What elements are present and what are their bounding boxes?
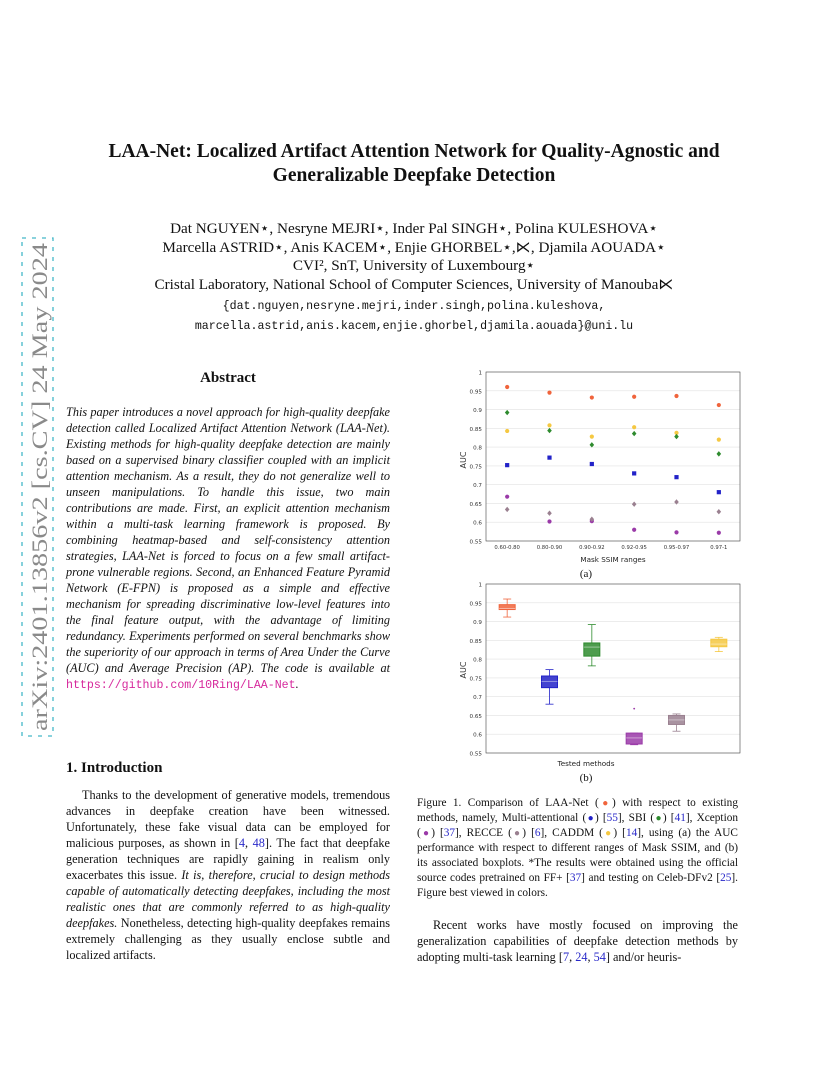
box-body xyxy=(542,676,558,688)
data-point xyxy=(717,438,721,442)
y-tick-label: 0.75 xyxy=(469,676,482,683)
x-tick-label: 0.90-0.92 xyxy=(579,545,605,551)
citation-link[interactable]: 55 xyxy=(606,812,618,824)
data-point xyxy=(505,495,509,499)
figure-1a-sublabel: (a) xyxy=(579,568,593,580)
data-point xyxy=(717,403,721,407)
caption-text: ], SBI ( xyxy=(617,812,655,824)
y-tick-label: 1 xyxy=(478,370,482,377)
y-tick-label: 1 xyxy=(478,582,482,589)
citation-link[interactable]: 37 xyxy=(443,827,456,839)
code-link[interactable]: https://github.com/10Ring/LAA-Net xyxy=(66,679,296,692)
x-tick-label: 0.80-0.90 xyxy=(536,545,563,551)
figure-1a-y-ticks xyxy=(470,371,483,546)
affiliation-line-2: Cristal Laboratory, National School of Computer Sciences, University of Manouba⋉ xyxy=(154,276,674,294)
y-tick-label: 0.65 xyxy=(469,713,482,720)
figure-1b-sublabel: (b) xyxy=(579,772,593,784)
intro-text-c: Nonetheless, detecting high-quality deepfakes remains extremely challenging as they usually enclose subtle and localized artifacts. xyxy=(66,916,390,962)
section-heading-introduction: 1. Introduction xyxy=(66,760,163,776)
y-tick-label: 0.85 xyxy=(469,638,482,645)
y-tick-label: 0.6 xyxy=(473,732,482,739)
figure-1b-frame xyxy=(486,584,740,753)
author-block xyxy=(60,220,768,295)
recent-works-paragraph: Recent works have mostly focused on improving the generalization capabilities of deepfake detection methods by adopting multi-task learning [7, 24, 54] and/or heuris- xyxy=(417,918,738,964)
data-point xyxy=(632,395,636,399)
data-point xyxy=(717,490,721,494)
x-tick-label: 0.92-0.95 xyxy=(621,545,647,551)
box-body xyxy=(584,643,600,656)
figure-1a-scatter-chart xyxy=(448,368,748,570)
multi-attentional-marker-icon: ● xyxy=(586,813,595,824)
y-tick-label: 0.75 xyxy=(469,464,482,471)
sbi-marker-icon: ● xyxy=(654,813,663,824)
caption-text: ], RECCE ( xyxy=(455,827,512,839)
data-point xyxy=(505,429,509,433)
citation-link[interactable]: 25 xyxy=(720,872,732,884)
figure-1-caption: Figure 1. Comparison of LAA-Net (●) with respect to existing methods, namely, Multi-attentional (●) [55], SBI (●) [41], Xception (●) [37], RECCE (●) [6], CADDM (●) [14], using (a) the AUC performance with respect to different ranges of Mask SSIM, and (b) its associated boxplots. *The results were obtained using the official source codes pretrained on FF+ [37] and testing on Celeb-DFv2 [25]. Figure best viewed in colors. xyxy=(417,797,739,899)
figure-1a-x-axis-label: Mask SSIM ranges xyxy=(580,555,646,564)
data-point xyxy=(547,428,552,433)
box-outlier xyxy=(633,708,635,710)
abstract-body: This paper introduces a novel approach for high-quality deepfake detection called Localized Artifact Attention Network (LAA-Net). Existing methods for high-quality deepfake detection are mainly based on a supervised binary classifier coupled with an implicit attention mechanism. As a result, they do not generalize well to unseen manipulations. To handle this issue, two main contributions are made. First, an explicit attention mechanism within a multi-task learning framework is proposed. By combining heatmap-based and self-consistency attention strategies, LAA-Net is forced to focus on a few small artifact-prone vulnerable regions. Second, an Enhanced Feature Pyramid Network (E-FPN) is proposed as a simple and effective mechanism for spreading discriminative low-level features into the final feature output, with the advantage of limiting redundancy. Experiments performed on several benchmarks show the superiority of our approach in terms of Area Under the Curve (AUC) and Average Precision (AP). The code is available at https://github.com/10Ring/LAA-Net. xyxy=(66,405,390,692)
caddm-marker-icon: ● xyxy=(602,828,614,839)
data-point xyxy=(632,528,636,532)
y-tick-label: 0.9 xyxy=(473,620,482,627)
data-point xyxy=(505,463,509,467)
y-tick-label: 0.85 xyxy=(469,426,482,433)
citation-link[interactable]: 24 xyxy=(575,950,588,964)
abstract-text: This paper introduces a novel approach for high-quality deepfake detection called Localized Artifact Attention Network (LAA-Net). Existing methods for high-quality deepfake detection are mainly based on a supervised binary classifier coupled with an implicit attention mechanism. As a result, they do not generalize well to unseen manipulations. To handle this issue, two main contributions are made. First, an explicit attention mechanism within a multi-task learning framework is proposed. By combining heatmap-based and self-consistency attention strategies, LAA-Net is forced to focus on a few small artifact-prone vulnerable regions. Second, an Enhanced Feature Pyramid Network (E-FPN) is proposed as a simple and effective mechanism for spreading discriminative low-level features into the final feature output, with the advantage of limiting redundancy. Experiments performed on several benchmarks show the superiority of our approach in terms of Area Under the Curve (AUC) and Average Precision (AP). The code is available at xyxy=(66,405,390,675)
citation-link[interactable]: 48 xyxy=(252,836,265,850)
y-tick-label: 0.7 xyxy=(473,483,482,490)
arxiv-id-text: arXiv:2401.13856v2 [cs.CV] 24 May 2024 xyxy=(27,350,52,731)
authors-line-2: Marcella ASTRID⋆, Anis KACEM⋆, Enjie GHORBEL⋆,⋉, Djamila AOUADA⋆ xyxy=(162,238,666,256)
data-point xyxy=(590,395,594,399)
y-tick-label: 0.8 xyxy=(473,445,482,452)
data-point xyxy=(717,451,722,456)
citation-link[interactable]: 14 xyxy=(625,827,638,839)
data-point xyxy=(632,431,637,436)
caption-text: ) with respect to existing methods, namely, Multi-attentional ( xyxy=(417,797,738,824)
figure-1b-x-axis-label: Tested methods xyxy=(557,759,615,768)
citation-link[interactable]: 7 xyxy=(562,950,570,964)
y-tick-label: 0.95 xyxy=(469,389,482,396)
y-tick-label: 0.55 xyxy=(469,539,482,546)
data-point xyxy=(674,530,678,534)
right-column-body xyxy=(417,917,738,965)
caption-text: ], Xception ( xyxy=(417,812,739,839)
caption-text: ]. Figure best viewed in colors. xyxy=(417,872,738,899)
data-point xyxy=(674,394,678,398)
figure-1b-gridlines xyxy=(486,584,740,753)
figure-1b-y-ticks xyxy=(470,583,483,758)
data-point xyxy=(674,499,679,504)
data-point xyxy=(505,410,510,415)
citation-link[interactable]: 4 xyxy=(238,836,245,850)
caption-text: Figure 1. Comparison of LAA-Net ( xyxy=(417,797,599,809)
intro-italic-text: It is, therefore, crucial to design methods capable of automatically detecting deepfakes, including the most realistic ones that are commonly referred to as high-quality deepfakes. xyxy=(66,868,391,930)
data-point xyxy=(717,531,721,535)
authors-line-1: Dat NGUYEN⋆, Nesryne MEJRI⋆, Inder Pal SINGH⋆, Polina KULESHOVA⋆ xyxy=(170,220,658,237)
email-line-1: {dat.nguyen,nesryne.mejri,inder.singh,polina.kuleshova, xyxy=(222,300,606,313)
intro-text-a: Thanks to the development of generative models, tremendous advances in deepfake creation have been witnessed. Unfortunately, these fake visual data can be employed for malicious purposes, as shown in [ xyxy=(66,788,390,850)
y-tick-label: 0.65 xyxy=(469,501,482,508)
citation-link[interactable]: 37 xyxy=(569,872,582,884)
data-point xyxy=(590,434,594,438)
data-point xyxy=(547,423,551,427)
data-point xyxy=(674,475,678,479)
data-point xyxy=(674,434,679,439)
paper-title xyxy=(60,140,768,188)
affiliation-line-1: CVI², SnT, University of Luxembourg⋆ xyxy=(292,257,536,275)
data-point xyxy=(717,509,722,514)
email-block xyxy=(60,297,768,337)
data-point xyxy=(590,462,594,466)
y-tick-label: 0.6 xyxy=(473,520,482,527)
figure-1a-points xyxy=(505,385,721,535)
figure-1a-x-ticks xyxy=(494,545,727,551)
laa-net-marker-icon: ● xyxy=(598,798,612,809)
citation-link[interactable]: 6 xyxy=(534,827,541,839)
abstract-heading: Abstract xyxy=(200,370,256,386)
box-body xyxy=(626,733,642,744)
xception-marker-icon: ● xyxy=(420,828,432,839)
data-point xyxy=(547,456,551,460)
data-point xyxy=(590,442,595,447)
caption-text: ] and testing on Celeb-DFv2 [ xyxy=(581,872,721,884)
data-point xyxy=(505,385,509,389)
arxiv-identifier-svg xyxy=(21,237,54,737)
x-tick-label: 0.95-0.97 xyxy=(663,545,690,551)
data-point xyxy=(505,507,510,512)
data-point xyxy=(547,519,551,523)
data-point xyxy=(632,501,637,506)
data-point xyxy=(632,471,636,475)
title-line-1: LAA-Net: Localized Artifact Attention Network for Quality-Agnostic and xyxy=(108,141,720,162)
figure-1b-y-axis-label: AUC xyxy=(459,661,468,679)
y-tick-label: 0.95 xyxy=(469,601,482,608)
intro-text-b: ]. The fact that deepfake generation techniques are rapidly gaining in realism only exacerbates this issue. xyxy=(66,836,390,882)
email-line-2: marcella.astrid,anis.kacem,enjie.ghorbel,djamila.aouada}@uni.lu xyxy=(194,320,634,333)
paragraph-text: Recent works have mostly focused on improving the generalization capabilities of deepfake detection methods by adopting multi-task learning [ xyxy=(417,918,738,964)
x-tick-label: 0.60-0.80 xyxy=(494,545,520,551)
data-point xyxy=(547,511,552,516)
paragraph-text: ] and/or heuris- xyxy=(605,950,682,964)
title-line-2: Generalizable Deepfake Detection xyxy=(272,165,556,186)
x-tick-label: 0.97-1 xyxy=(710,545,728,551)
arxiv-identifier xyxy=(21,237,54,737)
y-tick-label: 0.9 xyxy=(473,408,482,415)
citation-link[interactable]: 54 xyxy=(593,950,606,964)
y-tick-label: 0.7 xyxy=(473,695,482,702)
y-tick-label: 0.55 xyxy=(469,751,482,758)
data-point xyxy=(632,425,636,429)
box-body xyxy=(711,639,727,647)
intro-paragraph: Thanks to the development of generative models, tremendous advances in deepfake creation have been witnessed. Unfortunately, these fake visual data can be employed for malicious purposes, as shown in [4, 48]. The fact that deepfake generation techniques are rapidly gaining in realism only exacerbates this issue. It is, therefore, crucial to design methods capable of automatically detecting deepfakes, including the most realistic ones that are commonly referred to as high-quality deepfakes. Nonetheless, detecting high-quality deepfakes remains extremely challenging as they usually enclose subtle and localized artifacts. xyxy=(66,788,391,962)
box-body xyxy=(499,605,515,610)
figure-1b-box-chart xyxy=(448,580,748,772)
caption-text: ], using (a) the AUC performance with respect to different ranges of Mask SSIM, and (b) its associated boxplots. *The results were obtained using the official source codes pretrained on FF+ [ xyxy=(417,827,738,884)
figure-1a-y-axis-label: AUC xyxy=(459,451,468,469)
figure-1a-frame xyxy=(486,372,740,541)
y-tick-label: 0.8 xyxy=(473,657,482,664)
data-point xyxy=(547,391,551,395)
citation-link[interactable]: 41 xyxy=(674,812,686,824)
figure-1b-boxes xyxy=(499,599,727,745)
figure-1a-gridlines xyxy=(486,372,740,541)
recce-marker-icon: ● xyxy=(511,828,523,839)
introduction-body xyxy=(66,787,390,963)
caption-text: ], CADDM ( xyxy=(540,827,603,839)
